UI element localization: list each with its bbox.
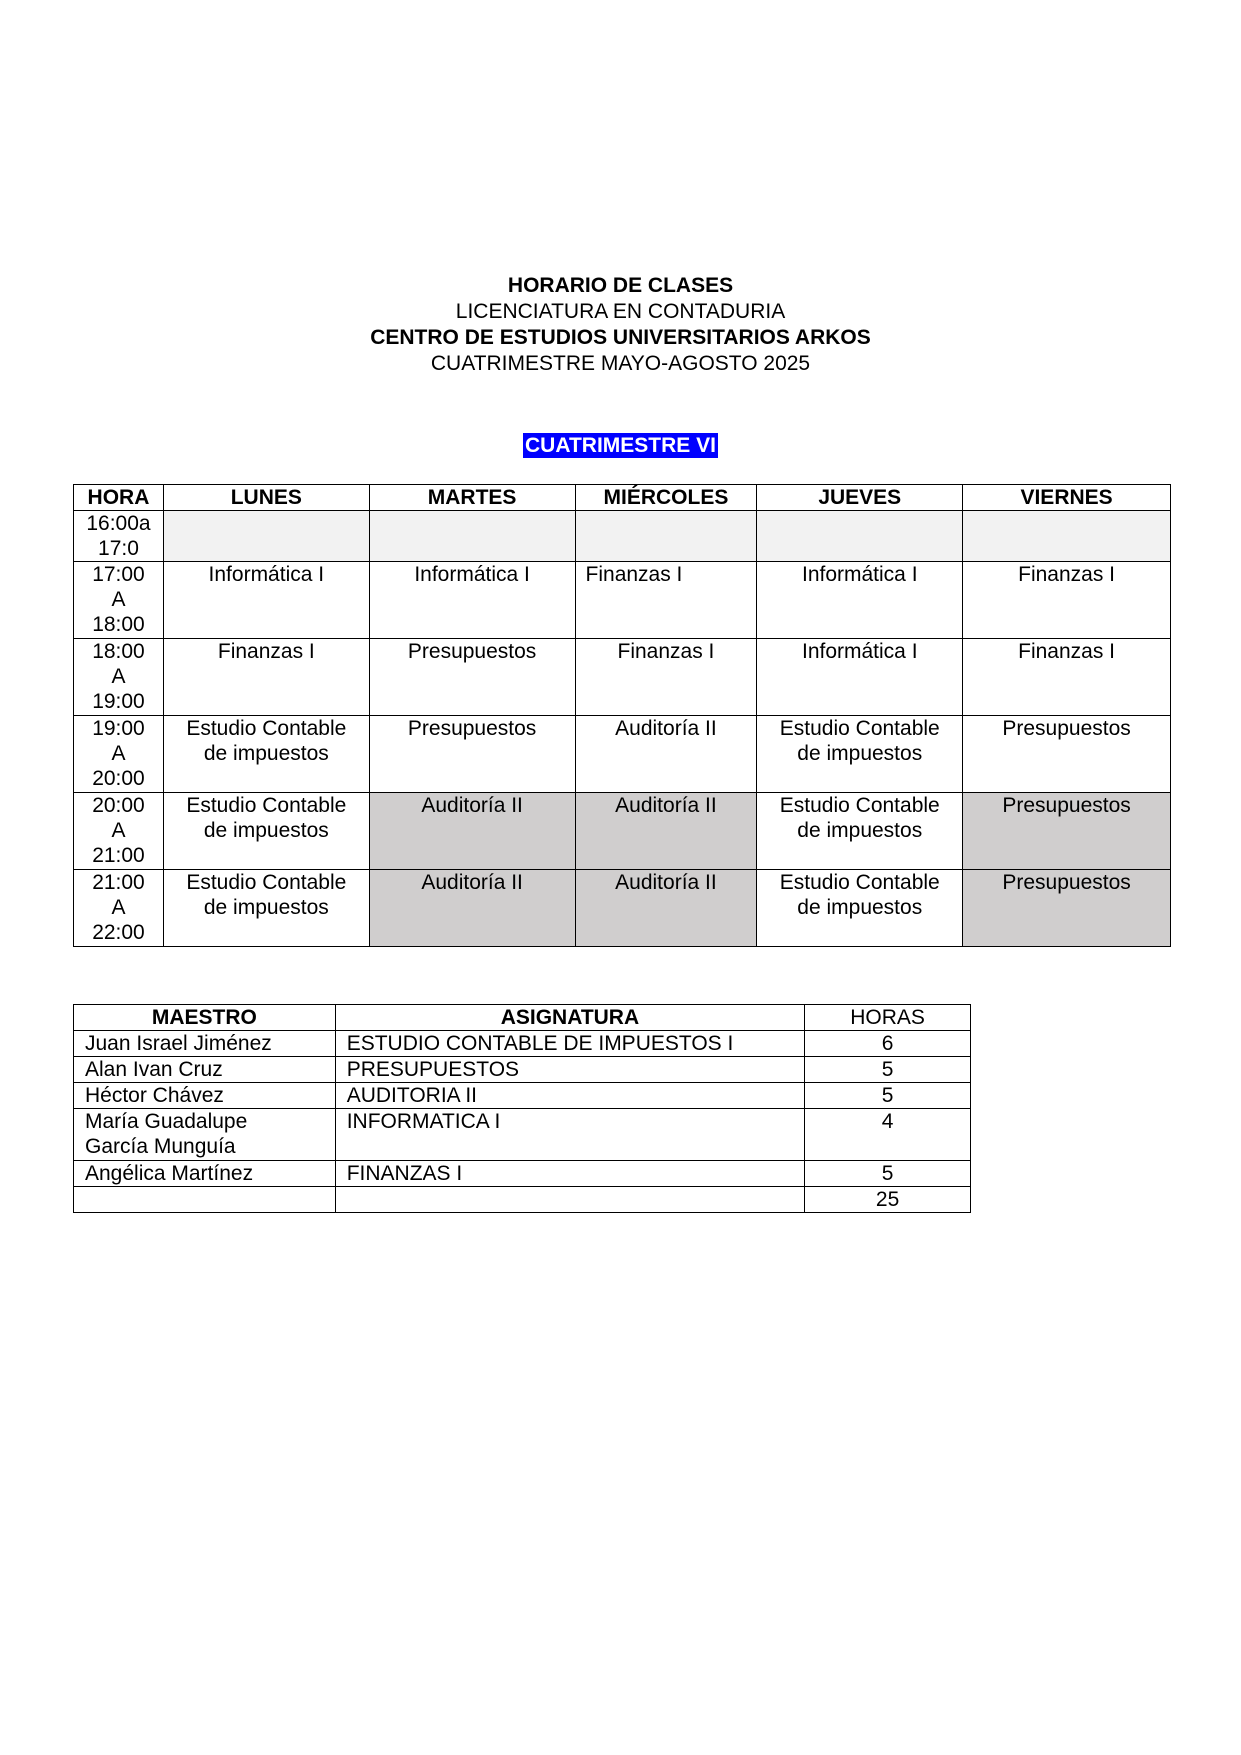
maestro-cell: Juan Israel Jiménez (74, 1031, 336, 1057)
class-cell-lunes (163, 870, 369, 947)
schedule-row (74, 793, 1171, 870)
class-cell-miercoles: Finanzas I (575, 562, 757, 639)
teachers-header-row (74, 1005, 971, 1031)
asignatura-cell: INFORMATICA I (335, 1109, 804, 1161)
horas-cell: 5 (805, 1161, 971, 1187)
class-cell-lunes: Informática I (163, 562, 369, 639)
schedule-row (74, 511, 1171, 562)
header-miercoles: MIÉRCOLES (575, 485, 757, 511)
class-cell-jueves (757, 716, 963, 793)
class-cell-martes: Informática I (369, 562, 575, 639)
class-cell-viernes (963, 511, 1171, 562)
class-cell-lunes (163, 716, 369, 793)
header-viernes: VIERNES (963, 485, 1171, 511)
asignatura-cell: FINANZAS I (335, 1161, 804, 1187)
horas-cell: 5 (805, 1083, 971, 1109)
class-line: de impuestos (203, 742, 329, 765)
class-line: de impuestos (797, 819, 923, 842)
header-maestro: MAESTRO (74, 1005, 336, 1031)
maestro-cell (74, 1109, 336, 1161)
horas-cell: 4 (805, 1109, 971, 1161)
class-cell-martes: Presupuestos (369, 716, 575, 793)
hora-line: 21:00 (92, 844, 145, 867)
class-cell-miercoles: Auditoría II (575, 793, 757, 870)
class-line: de impuestos (203, 896, 329, 919)
hora-line: 19:00 (92, 690, 145, 713)
hora-cell (74, 562, 164, 639)
total-horas-cell: 25 (805, 1187, 971, 1213)
header-hora: HORA (74, 485, 164, 511)
asignatura-cell: PRESUPUESTOS (335, 1057, 804, 1083)
class-cell-miercoles: Auditoría II (575, 716, 757, 793)
class-cell-jueves (757, 511, 963, 562)
teacher-total-row (74, 1187, 971, 1213)
maestro-cell: Alan Ivan Cruz (74, 1057, 336, 1083)
class-cell-miercoles: Auditoría II (575, 870, 757, 947)
cuatrimestre-badge: CUATRIMESTRE VI (525, 434, 716, 457)
hora-line: 18:00 (92, 613, 145, 636)
class-cell-miercoles (575, 511, 757, 562)
horas-cell: 5 (805, 1057, 971, 1083)
hora-line: 21:00 (92, 871, 145, 894)
hora-line: 18:00 (92, 640, 145, 663)
asignatura-cell: AUDITORIA II (335, 1083, 804, 1109)
teacher-row (74, 1161, 971, 1187)
class-line: Estudio Contable (779, 871, 940, 894)
class-cell-jueves (757, 870, 963, 947)
header-martes: MARTES (369, 485, 575, 511)
maestro-line: García Munguía (85, 1135, 236, 1158)
class-cell-viernes: Presupuestos (963, 716, 1171, 793)
document-title: HORARIO DE CLASES (507, 274, 734, 297)
class-cell-viernes: Finanzas I (963, 562, 1171, 639)
program-name: LICENCIATURA EN CONTADURIA (455, 300, 786, 323)
class-cell-martes (369, 511, 575, 562)
hora-cell (74, 639, 164, 716)
class-cell-jueves: Informática I (757, 562, 963, 639)
hora-line: A (111, 588, 126, 611)
term-name: CUATRIMESTRE MAYO-AGOSTO 2025 (430, 352, 811, 375)
hora-line: 20:00 (92, 767, 145, 790)
class-cell-jueves: Informática I (757, 639, 963, 716)
class-line: Estudio Contable (186, 871, 347, 894)
class-cell-martes: Auditoría II (369, 793, 575, 870)
class-line: Estudio Contable (186, 794, 347, 817)
class-cell-viernes: Presupuestos (963, 793, 1171, 870)
teacher-row (74, 1083, 971, 1109)
teachers-table (73, 1004, 971, 1213)
header-jueves: JUEVES (757, 485, 963, 511)
maestro-cell (74, 1187, 336, 1213)
hora-line: 17:00 (92, 563, 145, 586)
schedule-row (74, 639, 1171, 716)
class-line: Estudio Contable (186, 717, 347, 740)
hora-line: A (111, 819, 126, 842)
class-cell-viernes: Presupuestos (963, 870, 1171, 947)
asignatura-cell (335, 1187, 804, 1213)
class-cell-lunes (163, 511, 369, 562)
class-cell-lunes (163, 793, 369, 870)
schedule-row (74, 716, 1171, 793)
class-line: de impuestos (797, 896, 923, 919)
hora-cell (74, 793, 164, 870)
hora-cell (74, 870, 164, 947)
header-asignatura: ASIGNATURA (335, 1005, 804, 1031)
class-cell-lunes: Finanzas I (163, 639, 369, 716)
class-cell-jueves (757, 793, 963, 870)
maestro-cell: Héctor Chávez (74, 1083, 336, 1109)
horas-cell: 6 (805, 1031, 971, 1057)
hora-line: 19:00 (92, 717, 145, 740)
hora-cell (74, 511, 164, 562)
asignatura-cell: ESTUDIO CONTABLE DE IMPUESTOS I (335, 1031, 804, 1057)
class-line: Estudio Contable (779, 717, 940, 740)
hora-line: 22:00 (92, 921, 145, 944)
class-cell-miercoles: Finanzas I (575, 639, 757, 716)
teacher-row (74, 1109, 971, 1161)
class-line: de impuestos (203, 819, 329, 842)
hora-line: A (111, 742, 126, 765)
maestro-cell: Angélica Martínez (74, 1161, 336, 1187)
document-header (0, 273, 1241, 377)
schedule-table (73, 484, 1171, 947)
hora-line: 17:0 (98, 537, 139, 560)
header-lunes: LUNES (163, 485, 369, 511)
hora-line: 16:00a (86, 512, 151, 535)
class-line: de impuestos (797, 742, 923, 765)
teacher-row (74, 1057, 971, 1083)
badge-container (0, 433, 1241, 458)
schedule-row (74, 870, 1171, 947)
maestro-line: María Guadalupe (85, 1110, 248, 1133)
schedule-header-row (74, 485, 1171, 511)
hora-line: A (111, 665, 126, 688)
hora-line: 20:00 (92, 794, 145, 817)
header-horas: HORAS (805, 1005, 971, 1031)
hora-line: A (111, 896, 126, 919)
schedule-row (74, 562, 1171, 639)
class-cell-martes: Presupuestos (369, 639, 575, 716)
school-name: CENTRO DE ESTUDIOS UNIVERSITARIOS ARKOS (370, 326, 871, 349)
class-line: Estudio Contable (779, 794, 940, 817)
class-cell-viernes: Finanzas I (963, 639, 1171, 716)
class-cell-martes: Auditoría II (369, 870, 575, 947)
teacher-row (74, 1031, 971, 1057)
hora-cell (74, 716, 164, 793)
